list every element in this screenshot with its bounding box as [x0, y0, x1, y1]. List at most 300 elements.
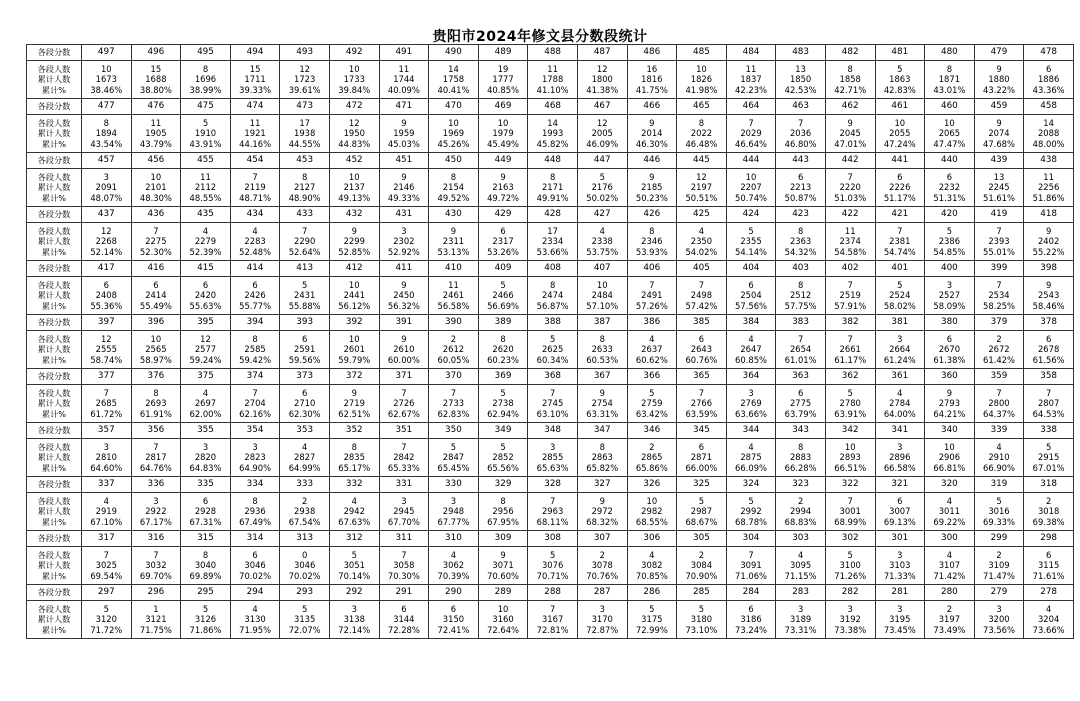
cumulative-value: 2005: [591, 128, 613, 139]
cumulative-value: 2226: [889, 182, 911, 193]
count-value: 5: [500, 388, 506, 399]
stats-cell: [875, 115, 925, 153]
percent-value: 43.91%: [189, 138, 222, 149]
count-value: 9: [401, 334, 407, 345]
score-cell: 433: [280, 207, 330, 223]
score-cell: 479: [974, 45, 1024, 61]
percent-value: 62.30%: [288, 408, 321, 419]
count-value: 10: [646, 496, 658, 507]
percent-value: 57.75%: [784, 300, 817, 311]
cumulative-value: 2374: [839, 236, 861, 247]
score-cell: 381: [875, 315, 925, 331]
score-label: 各段分数: [27, 207, 82, 223]
percent-value: 60.76%: [685, 354, 718, 365]
percent-value: 71.47%: [983, 570, 1015, 581]
stats-cell: [776, 331, 826, 369]
count-value: 5: [599, 172, 605, 183]
score-cell: 436: [131, 207, 181, 223]
score-cell: 418: [1024, 207, 1074, 223]
stats-label: [27, 61, 82, 99]
score-cell: 488: [528, 45, 578, 61]
cumulative-value: 2956: [492, 506, 514, 517]
score-cell: 298: [1024, 531, 1074, 547]
score-cell: 429: [478, 207, 528, 223]
stats-cell: [478, 169, 528, 207]
score-cell: 490: [429, 45, 479, 61]
score-cell: 423: [776, 207, 826, 223]
stats-cell: [528, 601, 578, 639]
count-value: 10: [348, 64, 360, 75]
stats-label: [27, 601, 82, 639]
count-value: 5: [450, 442, 457, 453]
stats-cell: [677, 61, 727, 99]
count-value: 3: [153, 496, 159, 507]
count-value: 2: [996, 334, 1002, 345]
stats-cell: [429, 277, 479, 315]
count-value: 6: [1045, 64, 1052, 75]
percent-value: 72.41%: [437, 624, 470, 635]
percent-value: 64.60%: [90, 462, 123, 473]
cumulative-value: 3192: [839, 614, 861, 625]
cumulative-value: 2275: [145, 236, 167, 247]
percent-value: 60.34%: [536, 354, 569, 365]
stats-cell: [925, 547, 975, 585]
cumulative-value: 2355: [740, 236, 762, 247]
score-cell: 301: [875, 531, 925, 547]
score-cell: 278: [1024, 585, 1074, 601]
percent-value: 57.42%: [685, 300, 718, 311]
stats-cell: [379, 601, 429, 639]
stats-cell: [1024, 115, 1074, 153]
percent-value: 57.56%: [735, 300, 767, 311]
score-cell: 458: [1024, 99, 1074, 115]
stats-cell: [528, 439, 578, 477]
score-cell: 311: [379, 531, 429, 547]
cumulative-value: 2197: [690, 182, 713, 193]
stats-cell: [329, 547, 379, 585]
score-cell: 357: [82, 423, 132, 439]
cumulative-value: 2704: [244, 398, 266, 409]
percent-value: 44.83%: [338, 138, 371, 149]
stats-cell: [677, 331, 727, 369]
count-value: 12: [348, 118, 360, 129]
score-label: 各段分数: [27, 261, 82, 277]
stats-cell: [82, 385, 132, 423]
count-value: 3: [897, 442, 903, 453]
count-value: 7: [748, 550, 754, 561]
score-cell: 332: [329, 477, 379, 493]
cumulative-value: 2245: [988, 182, 1010, 193]
stats-cell: [528, 61, 578, 99]
cumulative-value: 3160: [492, 614, 514, 625]
count-value: 9: [847, 118, 853, 129]
cumulative-value: 3016: [988, 506, 1010, 517]
stats-cell: [230, 277, 280, 315]
cumulative-value: 2769: [740, 398, 762, 409]
score-cell: 440: [925, 153, 975, 169]
stats-cell: [280, 223, 330, 261]
score-cell: 415: [181, 261, 231, 277]
score-cell: 299: [974, 531, 1024, 547]
stats-cell: [528, 385, 578, 423]
percent-value: 60.85%: [735, 354, 767, 365]
count-value: 6: [797, 388, 804, 399]
score-cell: 399: [974, 261, 1024, 277]
cumulative-value: 2963: [541, 506, 564, 517]
stats-cell: [974, 169, 1024, 207]
count-value: 6: [1045, 550, 1052, 561]
stats-cell: [82, 61, 132, 99]
count-value: 5: [698, 604, 705, 615]
score-label: 各段分数: [27, 315, 82, 331]
score-cell: 391: [379, 315, 429, 331]
count-value: 8: [252, 496, 258, 507]
stats-row: [27, 223, 1074, 261]
stats-cell: [429, 115, 479, 153]
count-value: 5: [847, 550, 853, 561]
cumulative-value: 1938: [294, 128, 316, 139]
count-value: 9: [500, 172, 506, 183]
score-cell: 321: [875, 477, 925, 493]
count-value: 12: [696, 172, 707, 183]
stats-row: [27, 385, 1074, 423]
count-value: 15: [249, 64, 261, 75]
count-value: 3: [996, 604, 1002, 615]
stats-cell: [627, 439, 677, 477]
cumulative-value: 2338: [591, 236, 613, 247]
percent-value: 40.41%: [437, 84, 470, 95]
stats-cell: [528, 331, 578, 369]
cumulative-value: 2610: [393, 344, 415, 355]
score-cell: 322: [825, 477, 875, 493]
cumulative-value: 2268: [95, 236, 117, 247]
stats-cell: [379, 61, 429, 99]
count-value: 14: [547, 118, 558, 129]
score-cell: 447: [577, 153, 627, 169]
cumulative-value: 1758: [442, 74, 465, 85]
percent-value: 66.81%: [933, 462, 966, 473]
percent-value: 64.00%: [883, 408, 916, 419]
count-label: 各段人数: [37, 334, 71, 345]
percent-value: 40.09%: [387, 84, 420, 95]
count-value: 7: [847, 496, 853, 507]
percent-value: 70.90%: [685, 570, 718, 581]
percent-value: 55.22%: [1032, 246, 1065, 257]
cumulative-value: 2855: [541, 452, 564, 463]
score-cell: 358: [1024, 369, 1074, 385]
score-cell: 300: [925, 531, 975, 547]
stats-cell: [627, 547, 677, 585]
score-row: [27, 261, 1074, 277]
score-cell: 417: [82, 261, 132, 277]
count-value: 2: [996, 550, 1002, 561]
score-cell: 445: [677, 153, 727, 169]
stats-cell: [825, 169, 875, 207]
score-cell: 484: [726, 45, 776, 61]
stats-cell: [875, 223, 925, 261]
percent-value: 72.87%: [586, 624, 619, 635]
stats-cell: [429, 169, 479, 207]
count-value: 14: [1043, 118, 1054, 129]
stats-cell: [280, 439, 330, 477]
count-label: 各段人数: [37, 226, 71, 237]
cumulative-value: 2088: [1037, 128, 1060, 139]
stats-cell: [925, 277, 975, 315]
percent-value: 67.31%: [189, 516, 222, 527]
percent-value: 48.55%: [189, 192, 222, 203]
stats-row: [27, 331, 1074, 369]
stats-cell: [776, 61, 826, 99]
count-value: 3: [748, 388, 754, 399]
count-value: 12: [200, 334, 211, 345]
stats-cell: [329, 331, 379, 369]
percent-value: 43.54%: [90, 138, 123, 149]
score-cell: 290: [429, 585, 479, 601]
score-cell: 416: [131, 261, 181, 277]
percent-value: 61.01%: [784, 354, 817, 365]
score-cell: 482: [825, 45, 875, 61]
cumulative-value: 3170: [591, 614, 613, 625]
stats-cell: [280, 385, 330, 423]
percent-value: 55.77%: [239, 300, 272, 311]
stats-cell: [181, 115, 231, 153]
score-cell: 443: [776, 153, 826, 169]
cumulative-value: 2022: [690, 128, 713, 139]
score-cell: 348: [528, 423, 578, 439]
stats-cell: [974, 601, 1024, 639]
stats-cell: [577, 223, 627, 261]
percent-label: 累计%: [41, 408, 67, 419]
stats-cell: [329, 439, 379, 477]
percent-value: 48.07%: [90, 192, 123, 203]
percent-value: 51.86%: [1032, 192, 1065, 203]
cumulative-value: 3107: [938, 560, 961, 571]
cumulative-value: 2591: [294, 344, 316, 355]
cumulative-value: 3120: [95, 614, 117, 625]
percent-value: 45.03%: [387, 138, 420, 149]
percent-value: 47.68%: [983, 138, 1015, 149]
percent-value: 63.31%: [586, 408, 619, 419]
score-cell: 310: [429, 531, 479, 547]
stats-cell: [379, 331, 429, 369]
cumulative-value: 3144: [393, 614, 415, 625]
score-cell: 377: [82, 369, 132, 385]
score-cell: 451: [379, 153, 429, 169]
stats-cell: [627, 61, 677, 99]
cumulative-value: 2852: [492, 452, 514, 463]
cumulative-value: 1837: [740, 74, 762, 85]
count-value: 4: [649, 550, 655, 561]
cumulative-label: 累计人数: [37, 290, 71, 301]
cumulative-value: 2279: [194, 236, 217, 247]
cumulative-value: 2350: [690, 236, 713, 247]
cumulative-value: 2420: [194, 290, 217, 301]
score-cell: 448: [528, 153, 578, 169]
score-cell: 392: [329, 315, 379, 331]
stats-cell: [1024, 223, 1074, 261]
cumulative-value: 1905: [145, 128, 167, 139]
percent-value: 66.90%: [983, 462, 1015, 473]
cumulative-value: 3032: [145, 560, 167, 571]
cumulative-value: 3189: [789, 614, 812, 625]
stats-cell: [577, 439, 627, 477]
cumulative-label: 累计人数: [37, 398, 71, 409]
cumulative-value: 2029: [740, 128, 762, 139]
stats-cell: [131, 547, 181, 585]
stats-cell: [280, 115, 330, 153]
percent-value: 62.00%: [189, 408, 222, 419]
stats-cell: [429, 547, 479, 585]
stats-cell: [379, 385, 429, 423]
percent-value: 63.91%: [834, 408, 867, 419]
count-value: 6: [202, 496, 209, 507]
cumulative-value: 3115: [1037, 560, 1060, 571]
stats-cell: [875, 277, 925, 315]
cumulative-value: 2311: [442, 236, 465, 247]
score-cell: 329: [478, 477, 528, 493]
count-value: 7: [153, 226, 159, 237]
count-value: 9: [649, 172, 655, 183]
count-value: 7: [649, 280, 655, 291]
cumulative-value: 1979: [492, 128, 514, 139]
stats-cell: [181, 601, 231, 639]
cumulative-value: 3195: [889, 614, 911, 625]
score-cell: 478: [1024, 45, 1074, 61]
stats-cell: [82, 601, 132, 639]
percent-value: 64.99%: [288, 462, 321, 473]
percent-value: 67.77%: [437, 516, 470, 527]
percent-value: 56.12%: [338, 300, 371, 311]
score-cell: 292: [329, 585, 379, 601]
count-value: 3: [103, 442, 109, 453]
stats-cell: [677, 493, 727, 531]
stats-cell: [726, 169, 776, 207]
score-cell: 431: [379, 207, 429, 223]
cumulative-value: 2065: [938, 128, 961, 139]
count-value: 7: [450, 388, 457, 399]
score-cell: 469: [478, 99, 528, 115]
percent-value: 53.13%: [437, 246, 470, 257]
cumulative-value: 2987: [690, 506, 713, 517]
stats-cell: [776, 439, 826, 477]
score-cell: 411: [379, 261, 429, 277]
percent-value: 45.49%: [487, 138, 520, 149]
stats-cell: [577, 601, 627, 639]
percent-value: 65.63%: [536, 462, 569, 473]
stats-cell: [379, 115, 429, 153]
count-value: 11: [1043, 172, 1054, 183]
percent-value: 51.17%: [883, 192, 916, 203]
count-value: 10: [944, 118, 955, 129]
cumulative-value: 2074: [988, 128, 1010, 139]
stats-row: [27, 547, 1074, 585]
cumulative-value: 2498: [690, 290, 713, 301]
cumulative-value: 2948: [442, 506, 465, 517]
cumulative-value: 2896: [889, 452, 911, 463]
stats-cell: [181, 61, 231, 99]
cumulative-value: 2842: [393, 452, 415, 463]
score-cell: 366: [627, 369, 677, 385]
cumulative-value: 2045: [839, 128, 861, 139]
score-cell: 355: [181, 423, 231, 439]
stats-cell: [478, 277, 528, 315]
score-cell: 287: [577, 585, 627, 601]
cumulative-value: 2014: [641, 128, 663, 139]
stats-cell: [181, 493, 231, 531]
count-value: 6: [797, 172, 804, 183]
score-cell: 350: [429, 423, 479, 439]
stats-cell: [131, 61, 181, 99]
score-cell: 378: [1024, 315, 1074, 331]
stats-cell: [726, 547, 776, 585]
stats-cell: [82, 223, 132, 261]
score-cell: 403: [776, 261, 826, 277]
cumulative-value: 3103: [889, 560, 911, 571]
stats-cell: [230, 547, 280, 585]
score-cell: 330: [429, 477, 479, 493]
percent-value: 69.89%: [189, 570, 222, 581]
score-cell: 408: [528, 261, 578, 277]
cumulative-value: 2654: [789, 344, 812, 355]
cumulative-value: 2893: [839, 452, 861, 463]
score-cell: 282: [825, 585, 875, 601]
count-value: 10: [497, 604, 509, 615]
stats-cell: [726, 385, 776, 423]
percent-value: 53.26%: [487, 246, 520, 257]
percent-value: 68.32%: [586, 516, 619, 527]
cumulative-value: 2865: [641, 452, 663, 463]
stats-cell: [131, 439, 181, 477]
score-cell: 319: [974, 477, 1024, 493]
percent-value: 73.45%: [883, 624, 916, 635]
stats-cell: [230, 223, 280, 261]
cumulative-value: 2875: [740, 452, 762, 463]
count-value: 8: [946, 64, 953, 75]
cumulative-value: 2555: [95, 344, 117, 355]
count-value: 4: [897, 388, 903, 399]
percent-value: 62.83%: [437, 408, 470, 419]
percent-label: 累计%: [41, 516, 67, 527]
percent-value: 53.66%: [536, 246, 569, 257]
score-cell: 327: [577, 477, 627, 493]
count-value: 12: [100, 226, 112, 237]
stats-cell: [82, 493, 132, 531]
count-value: 10: [497, 118, 509, 129]
score-cell: 356: [131, 423, 181, 439]
stats-cell: [825, 493, 875, 531]
count-value: 10: [696, 64, 707, 75]
count-value: 7: [302, 226, 308, 237]
count-value: 4: [649, 334, 655, 345]
percent-value: 61.17%: [834, 354, 867, 365]
count-value: 4: [103, 496, 109, 507]
percent-value: 65.33%: [387, 462, 420, 473]
count-value: 9: [351, 388, 357, 399]
cumulative-value: 2823: [244, 452, 266, 463]
cumulative-value: 2171: [541, 182, 564, 193]
score-cell: 347: [577, 423, 627, 439]
stats-cell: [577, 331, 627, 369]
count-value: 10: [150, 172, 162, 183]
percent-value: 60.23%: [487, 354, 520, 365]
stats-cell: [131, 493, 181, 531]
score-cell: 393: [280, 315, 330, 331]
count-value: 8: [153, 388, 159, 399]
score-cell: 291: [379, 585, 429, 601]
count-value: 14: [448, 64, 459, 75]
score-cell: 397: [82, 315, 132, 331]
cumulative-value: 2982: [641, 506, 663, 517]
